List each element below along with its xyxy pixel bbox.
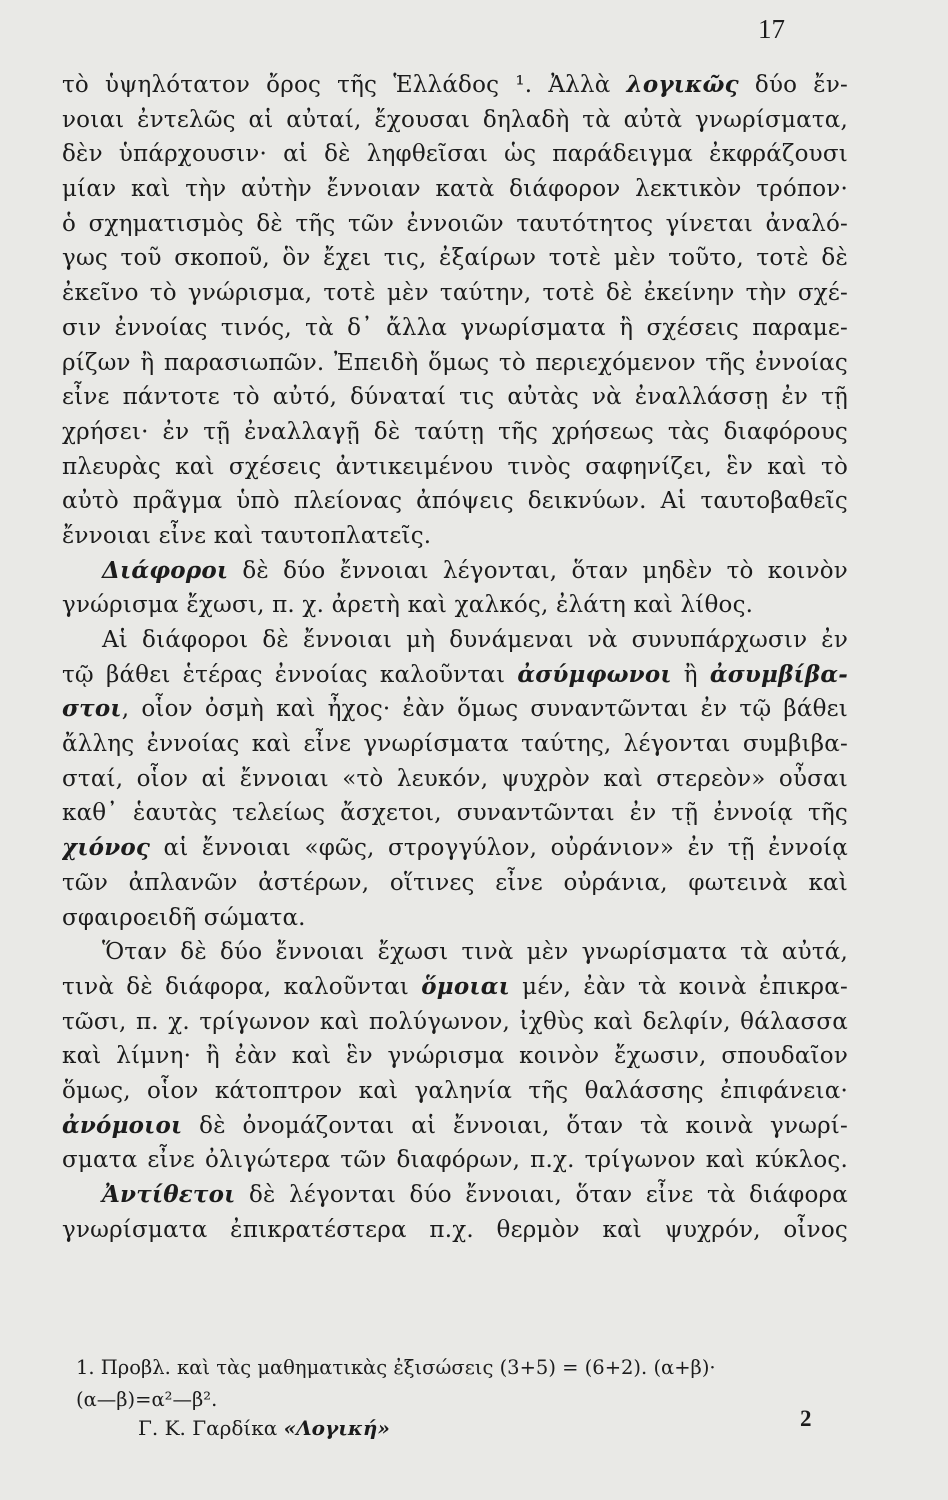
text-segment: ρίζων ἢ παρασιωπῶν. Ἐπειδὴ ὅμως τὸ περιεχόμενον τῆς ἐννοίας [62, 349, 848, 376]
footnotes [76, 1352, 848, 1416]
text-line [62, 1039, 848, 1074]
text-segment: εἶνε πάντοτε τὸ αὐτό, δύναταί τις αὐτὰς νὰ ἐναλλάσσῃ ἐν τῇ [62, 384, 848, 411]
footnote-line: 1. Προβλ. καὶ τὰς μαθηματικὰς ἐξισώσεις (3+5) = (6+2). (α+β)· [76, 1356, 716, 1379]
text-line [62, 346, 848, 381]
text-line [62, 311, 848, 346]
text-segment: γνώρισμα ἔχωσι, π. χ. ἀρετὴ καὶ χαλκός, ἐλάτη καὶ λίθος. [62, 592, 754, 619]
text-segment: χρήσει· ἐν τῇ ἐναλλαγῇ δὲ ταύτῃ τῆς χρήσεως τὰς διαφόρους [62, 418, 848, 445]
text-line [62, 1109, 848, 1144]
emphasized-term: ὅμοιαι [421, 972, 510, 1000]
page-number: 17 [758, 14, 785, 44]
text-segment: δὲ ὀνομάζονται αἱ ἔννοιαι, ὅταν τὰ κοινὰ γνωρί- [182, 1112, 848, 1139]
text-segment: τινὰ δὲ διάφορα, καλοῦνται [62, 973, 422, 1000]
text-line [62, 796, 848, 831]
text-line [62, 588, 848, 623]
text-segment: τῷ βάθει ἑτέρας ἐννοίας καλοῦνται [62, 661, 518, 688]
text-line [62, 831, 848, 866]
text-line [62, 1005, 848, 1040]
text-line [62, 554, 848, 589]
text-line [62, 901, 848, 936]
emphasized-term: Ἀντίθετοι [102, 1181, 236, 1208]
text-segment: δὲν ὑπάρχουσιν· αἱ δὲ ληφθεῖσαι ὡς παράδειγμα ἐκφράζουσι [62, 141, 848, 168]
text-segment: , οἷον ὀσμὴ καὶ ἦχος· ἐὰν ὅμως συναντῶνται ἐν τῷ βάθει [121, 696, 848, 723]
text-segment: σφαιροειδῆ σώματα. [62, 904, 306, 931]
text-line [62, 970, 848, 1005]
text-segment: καὶ λίμνη· ἢ ἐὰν καὶ ἓν γνώρισμα κοινὸν ἔχωσιν, σπουδαῖον [62, 1043, 848, 1070]
text-segment: σματα εἶνε ὀλιγώτερα τῶν διαφόρων, π.χ. τρίγωνον καὶ κύκλος. [62, 1147, 848, 1174]
text-segment: καθ᾽ ἑαυτὰς τελείως ἄσχετοι, συναντῶνται ἐν τῇ ἐννοίᾳ τῆς [62, 800, 848, 827]
text-segment: Αἱ διάφοροι δὲ ἔννοιαι μὴ δυνάμεναι νὰ συνυπάρχωσιν ἐν [102, 627, 848, 653]
emphasized-term: χιόνος [62, 834, 151, 862]
text-segment: ὁ σχηματισμὸς δὲ τῆς τῶν ἐννοιῶν ταυτότητος γίνεται ἀναλό- [62, 210, 848, 237]
text-segment: τῶν ἀπλανῶν ἀστέρων, οἵτινες εἶνε οὐράνια, φωτεινὰ καὶ [62, 869, 848, 896]
text-line [62, 623, 848, 658]
text-line [62, 935, 848, 970]
text-line [62, 276, 848, 311]
signature-author: Γ. Κ. Γαρδίκα [138, 1416, 284, 1440]
text-segment: μέν, ἐὰν τὰ κοινὰ ἐπικρα- [509, 973, 848, 1000]
text-segment: αἱ ἔννοιαι «φῶς, στρογγύλον, οὐράνιον» ἐν τῇ ἐννοίᾳ [150, 835, 848, 862]
text-segment: ὅμως, οἷον κάτοπτρον καὶ γαληνία τῆς θαλάσσης ἐπιφάνεια· [62, 1077, 848, 1104]
text-line [62, 1143, 848, 1178]
text-line [62, 241, 848, 276]
text-segment: αὐτὸ πρᾶγμα ὑπὸ πλείονας ἀπόψεις δεικνύων. Αἱ ταυτοβαθεῖς [62, 488, 848, 515]
text-line [62, 658, 848, 693]
text-line [62, 450, 848, 485]
text-segment: Ὅταν δὲ δύο ἔννοιαι ἔχωσι τινὰ μὲν γνωρίσματα τὰ αὐτά, [102, 939, 848, 966]
text-segment: τὸ ὑψηλότατον ὄρος τῆς Ἑλλάδος ¹. Ἀλλὰ [62, 72, 627, 98]
text-line [62, 172, 848, 207]
signature-line [138, 1416, 390, 1440]
emphasized-term: Διάφοροι [102, 556, 229, 584]
emphasized-term: ἀσύμφωνοι [517, 660, 672, 688]
text-line [62, 1178, 848, 1213]
emphasized-term: ἀνόμοιοι [62, 1111, 183, 1139]
text-line [62, 207, 848, 242]
signature-mark: 2 [800, 1406, 812, 1431]
body-text [62, 68, 848, 1247]
text-line [62, 1213, 848, 1248]
text-line [62, 866, 848, 901]
text-segment: ἐκεῖνο τὸ γνώρισμα, τοτὲ μὲν ταύτην, τοτὲ δὲ ἐκείνην τὴν σχέ- [62, 280, 848, 307]
text-line [62, 415, 848, 450]
text-segment: νοιαι ἐντελῶς αἱ αὐταί, ἔχουσαι δηλαδὴ τὰ αὐτὰ γνωρίσματα, [62, 106, 848, 133]
text-segment: ἔννοιαι εἶνε καὶ ταυτοπλατεῖς. [62, 522, 432, 549]
text-segment: μίαν καὶ τὴν αὐτὴν ἔννοιαν κατὰ διάφορον λεκτικὸν τρόπον· [62, 176, 848, 203]
text-segment: δὲ δύο ἔννοιαι λέγονται, ὅταν μηδὲν τὸ κοινὸν [228, 557, 848, 584]
emphasized-term: λογικῶς [626, 71, 739, 98]
text-line [62, 727, 848, 762]
text-line [62, 380, 848, 415]
text-segment: σταί, οἷον αἱ ἔννοιαι «τὸ λευκόν, ψυχρὸν καὶ στερεὸν» οὖσαι [62, 765, 848, 792]
signature-book-title: «Λογική» [283, 1416, 390, 1440]
text-segment: πλευρὰς καὶ σχέσεις ἀντικειμένου τινὸς σαφηνίζει, ἓν καὶ τὸ [62, 453, 848, 480]
text-line [62, 692, 848, 727]
text-segment: γως τοῦ σκοποῦ, ὃν ἔχει τις, ἐξαίρων τοτὲ μὲν τοῦτο, τοτὲ δὲ [62, 245, 848, 272]
emphasized-term: στοι [62, 695, 122, 723]
footnote-line: (α—β)=α²—β². [76, 1388, 218, 1411]
text-segment: δύο ἔν- [738, 72, 848, 98]
text-segment: δὲ λέγονται δύο ἔννοιαι, ὅταν εἶνε τὰ διάφορα [235, 1182, 848, 1208]
text-line [62, 519, 848, 554]
emphasized-term: ἀσυμβίβα- [709, 660, 848, 688]
text-line [62, 103, 848, 138]
text-line [62, 484, 848, 519]
text-line [62, 68, 848, 103]
text-line [62, 762, 848, 797]
text-line [62, 1074, 848, 1109]
text-line [62, 137, 848, 172]
text-segment: ἢ [671, 661, 710, 688]
text-segment: σιν ἐννοίας τινός, τὰ δ᾽ ἄλλα γνωρίσματα ἢ σχέσεις παραμε- [62, 314, 848, 341]
text-segment: γνωρίσματα ἐπικρατέστερα π.χ. θερμὸν καὶ ψυχρόν, οἶνος [62, 1216, 848, 1243]
text-segment: ἄλλης ἐννοίας καὶ εἶνε γνωρίσματα ταύτης, λέγονται συμβιβα- [62, 731, 848, 758]
text-segment: τῶσι, π. χ. τρίγωνον καὶ πολύγωνον, ἰχθὺς καὶ δελφίν, θάλασσα [62, 1008, 848, 1035]
